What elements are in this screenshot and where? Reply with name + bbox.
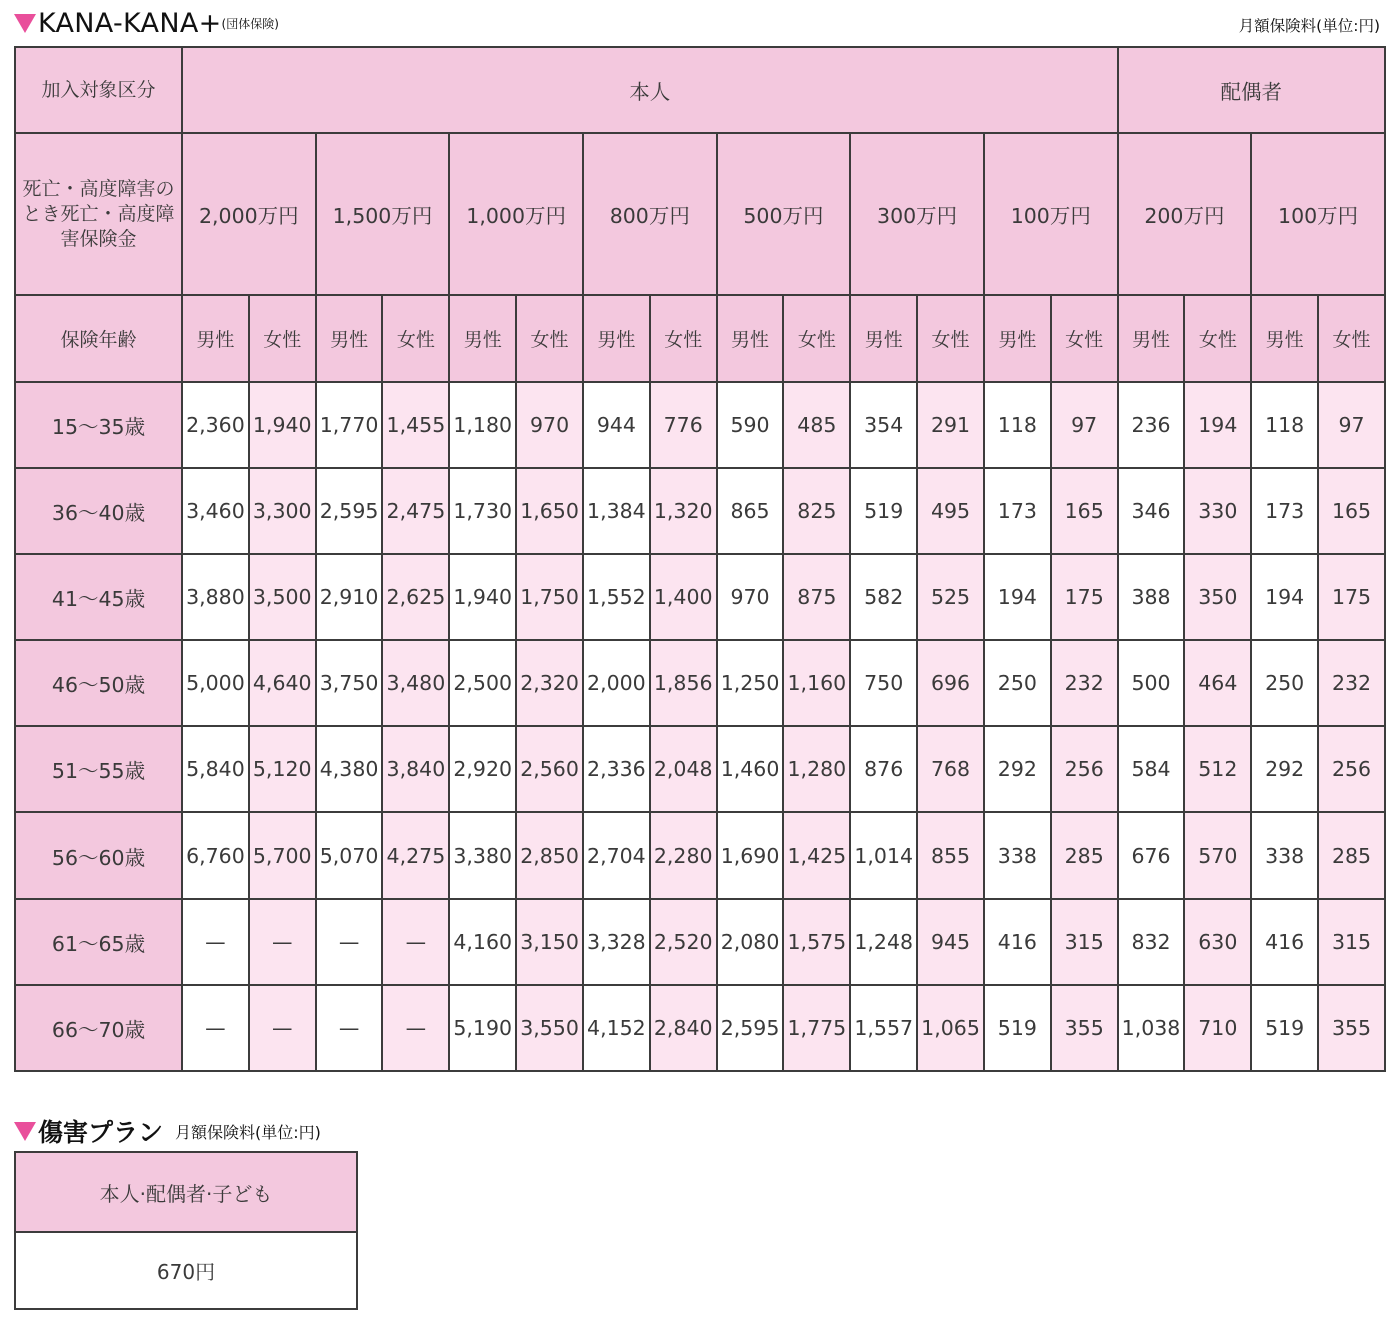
gender-female-header: 女性 bbox=[249, 295, 316, 381]
premium-cell: 3,328 bbox=[583, 899, 650, 985]
premium-cell: 1,575 bbox=[783, 899, 850, 985]
plan-subtitle: (団体保険) bbox=[221, 17, 279, 31]
premium-cell: — bbox=[382, 985, 449, 1071]
premium-cell: 1,250 bbox=[717, 640, 784, 726]
premium-cell: 2,280 bbox=[650, 812, 717, 898]
premium-cell: 165 bbox=[1051, 468, 1118, 554]
premium-cell: 3,840 bbox=[382, 726, 449, 812]
premium-cell: 2,625 bbox=[382, 554, 449, 640]
gender-female-header: 女性 bbox=[516, 295, 583, 381]
premium-cell: 338 bbox=[984, 812, 1051, 898]
premium-cell: 5,120 bbox=[249, 726, 316, 812]
premium-cell: 1,038 bbox=[1118, 985, 1185, 1071]
premium-cell: 97 bbox=[1051, 382, 1118, 468]
premium-cell: 1,384 bbox=[583, 468, 650, 554]
premium-cell: 970 bbox=[516, 382, 583, 468]
premium-cell: 350 bbox=[1184, 554, 1251, 640]
premium-cell: 1,248 bbox=[850, 899, 917, 985]
premium-cell: 1,160 bbox=[783, 640, 850, 726]
premium-cell: 1,552 bbox=[583, 554, 650, 640]
premium-cell: 2,000 bbox=[583, 640, 650, 726]
premium-cell: 118 bbox=[984, 382, 1051, 468]
age-cell: 15〜35歳 bbox=[15, 382, 182, 468]
gender-male-header: 男性 bbox=[449, 295, 516, 381]
group-spouse: 配偶者 bbox=[1118, 47, 1385, 133]
premium-cell: 500 bbox=[1118, 640, 1185, 726]
premium-cell: 1,014 bbox=[850, 812, 917, 898]
premium-cell: 1,065 bbox=[917, 985, 984, 1071]
premium-cell: 194 bbox=[1184, 382, 1251, 468]
premium-cell: 330 bbox=[1184, 468, 1251, 554]
premium-cell: 1,750 bbox=[516, 554, 583, 640]
gender-row bbox=[15, 295, 1385, 381]
premium-cell: 525 bbox=[917, 554, 984, 640]
gender-male-header: 男性 bbox=[984, 295, 1051, 381]
premium-cell: — bbox=[249, 899, 316, 985]
amount-header: 500万円 bbox=[717, 133, 851, 295]
age-cell: 36〜40歳 bbox=[15, 468, 182, 554]
premium-cell: — bbox=[382, 899, 449, 985]
premium-cell: 6,760 bbox=[182, 812, 249, 898]
kana-kana-title bbox=[14, 8, 279, 38]
premium-cell: 315 bbox=[1318, 899, 1385, 985]
premium-cell: 97 bbox=[1318, 382, 1385, 468]
premium-cell: 194 bbox=[1251, 554, 1318, 640]
premium-cell: — bbox=[182, 899, 249, 985]
premium-cell: 3,150 bbox=[516, 899, 583, 985]
premium-cell: 4,380 bbox=[316, 726, 383, 812]
amount-header: 100万円 bbox=[1251, 133, 1385, 295]
amount-header: 1,000万円 bbox=[449, 133, 583, 295]
coverage-row bbox=[15, 133, 1385, 295]
premium-cell: 750 bbox=[850, 640, 917, 726]
premium-cell: 1,280 bbox=[783, 726, 850, 812]
premium-cell: 519 bbox=[984, 985, 1051, 1071]
premium-cell: 285 bbox=[1051, 812, 1118, 898]
age-cell: 51〜55歳 bbox=[15, 726, 182, 812]
premium-cell: 173 bbox=[1251, 468, 1318, 554]
premium-cell: 416 bbox=[1251, 899, 1318, 985]
gender-male-header: 男性 bbox=[316, 295, 383, 381]
age-label: 保険年齢 bbox=[15, 295, 182, 381]
premium-cell: 2,920 bbox=[449, 726, 516, 812]
premium-cell: 292 bbox=[1251, 726, 1318, 812]
gender-male-header: 男性 bbox=[850, 295, 917, 381]
age-cell: 61〜65歳 bbox=[15, 899, 182, 985]
table-row bbox=[15, 726, 1385, 812]
injury-table bbox=[14, 1151, 358, 1310]
premium-cell: 1,400 bbox=[650, 554, 717, 640]
triangle-marker-icon bbox=[14, 1122, 36, 1141]
premium-cell: 2,360 bbox=[182, 382, 249, 468]
premium-cell: — bbox=[182, 985, 249, 1071]
premium-cell: 519 bbox=[850, 468, 917, 554]
premium-cell: 485 bbox=[783, 382, 850, 468]
premium-cell: 768 bbox=[917, 726, 984, 812]
gender-male-header: 男性 bbox=[583, 295, 650, 381]
premium-cell: 584 bbox=[1118, 726, 1185, 812]
amount-header: 300万円 bbox=[850, 133, 984, 295]
gender-female-header: 女性 bbox=[917, 295, 984, 381]
premium-cell: 175 bbox=[1051, 554, 1118, 640]
table-row bbox=[15, 554, 1385, 640]
age-cell: 41〜45歳 bbox=[15, 554, 182, 640]
premium-cell: 250 bbox=[1251, 640, 1318, 726]
premium-cell: 4,275 bbox=[382, 812, 449, 898]
table-row bbox=[15, 985, 1385, 1071]
premium-cell: 1,650 bbox=[516, 468, 583, 554]
premium-cell: 118 bbox=[1251, 382, 1318, 468]
premium-cell: 416 bbox=[984, 899, 1051, 985]
premium-cell: 2,595 bbox=[316, 468, 383, 554]
premium-cell: 354 bbox=[850, 382, 917, 468]
premium-cell: 2,320 bbox=[516, 640, 583, 726]
category-label: 加入対象区分 bbox=[15, 47, 182, 133]
premium-cell: 1,775 bbox=[783, 985, 850, 1071]
premium-cell: 582 bbox=[850, 554, 917, 640]
premium-cell: 5,840 bbox=[182, 726, 249, 812]
injury-title: 傷害プラン bbox=[38, 1118, 164, 1147]
gender-male-header: 男性 bbox=[1118, 295, 1185, 381]
gender-female-header: 女性 bbox=[783, 295, 850, 381]
plan-title: KANA-KANA+ bbox=[38, 8, 222, 39]
premium-cell: 2,336 bbox=[583, 726, 650, 812]
premium-cell: 5,000 bbox=[182, 640, 249, 726]
table-row bbox=[15, 899, 1385, 985]
premium-cell: 3,380 bbox=[449, 812, 516, 898]
premium-cell: 776 bbox=[650, 382, 717, 468]
table-row bbox=[15, 812, 1385, 898]
premium-cell: — bbox=[249, 985, 316, 1071]
premium-cell: 944 bbox=[583, 382, 650, 468]
premium-cell: 1,770 bbox=[316, 382, 383, 468]
gender-female-header: 女性 bbox=[1318, 295, 1385, 381]
premium-cell: 315 bbox=[1051, 899, 1118, 985]
premium-cell: 355 bbox=[1318, 985, 1385, 1071]
premium-cell: 1,940 bbox=[249, 382, 316, 468]
gender-male-header: 男性 bbox=[717, 295, 784, 381]
premium-cell: 832 bbox=[1118, 899, 1185, 985]
premium-cell: — bbox=[316, 985, 383, 1071]
table-row bbox=[15, 468, 1385, 554]
premium-cell: 256 bbox=[1318, 726, 1385, 812]
gender-female-header: 女性 bbox=[382, 295, 449, 381]
gender-male-header: 男性 bbox=[1251, 295, 1318, 381]
injury-header: 本人·配偶者·子ども bbox=[15, 1152, 357, 1232]
triangle-marker-icon bbox=[14, 14, 36, 33]
premium-cell: 512 bbox=[1184, 726, 1251, 812]
premium-cell: 865 bbox=[717, 468, 784, 554]
amount-header: 200万円 bbox=[1118, 133, 1252, 295]
premium-cell: 855 bbox=[917, 812, 984, 898]
amount-header: 2,000万円 bbox=[182, 133, 316, 295]
group-self: 本人 bbox=[182, 47, 1118, 133]
injury-value: 670円 bbox=[15, 1232, 357, 1309]
premium-cell: 1,557 bbox=[850, 985, 917, 1071]
premium-cell: 355 bbox=[1051, 985, 1118, 1071]
premium-cell: 5,190 bbox=[449, 985, 516, 1071]
premium-cell: 3,880 bbox=[182, 554, 249, 640]
premium-cell: 2,500 bbox=[449, 640, 516, 726]
table-row bbox=[15, 640, 1385, 726]
premium-cell: 291 bbox=[917, 382, 984, 468]
premium-cell: 346 bbox=[1118, 468, 1185, 554]
premium-cell: 1,730 bbox=[449, 468, 516, 554]
premium-cell: 2,704 bbox=[583, 812, 650, 898]
premium-cell: 590 bbox=[717, 382, 784, 468]
premium-cell: 3,750 bbox=[316, 640, 383, 726]
premium-cell: 292 bbox=[984, 726, 1051, 812]
premium-cell: 173 bbox=[984, 468, 1051, 554]
premium-cell: 1,320 bbox=[650, 468, 717, 554]
premium-cell: 2,048 bbox=[650, 726, 717, 812]
premium-cell: 2,595 bbox=[717, 985, 784, 1071]
premium-cell: 2,560 bbox=[516, 726, 583, 812]
premium-cell: 2,520 bbox=[650, 899, 717, 985]
premium-cell: 2,080 bbox=[717, 899, 784, 985]
premium-cell: 3,300 bbox=[249, 468, 316, 554]
premium-cell: 1,180 bbox=[449, 382, 516, 468]
premium-cell: 519 bbox=[1251, 985, 1318, 1071]
premium-cell: 3,460 bbox=[182, 468, 249, 554]
premium-cell: 1,690 bbox=[717, 812, 784, 898]
premium-cell: 2,850 bbox=[516, 812, 583, 898]
premium-cell: 2,840 bbox=[650, 985, 717, 1071]
premium-cell: 676 bbox=[1118, 812, 1185, 898]
premium-cell: 945 bbox=[917, 899, 984, 985]
category-row bbox=[15, 47, 1385, 133]
premium-cell: 236 bbox=[1118, 382, 1185, 468]
premium-cell: 4,160 bbox=[449, 899, 516, 985]
premium-cell: 165 bbox=[1318, 468, 1385, 554]
premium-cell: 256 bbox=[1051, 726, 1118, 812]
premium-body bbox=[15, 382, 1385, 1071]
premium-cell: 3,500 bbox=[249, 554, 316, 640]
premium-cell: 1,940 bbox=[449, 554, 516, 640]
premium-cell: — bbox=[316, 899, 383, 985]
premium-cell: 285 bbox=[1318, 812, 1385, 898]
premium-cell: 232 bbox=[1051, 640, 1118, 726]
premium-cell: 464 bbox=[1184, 640, 1251, 726]
age-cell: 46〜50歳 bbox=[15, 640, 182, 726]
premium-cell: 2,475 bbox=[382, 468, 449, 554]
age-cell: 56〜60歳 bbox=[15, 812, 182, 898]
premium-cell: 825 bbox=[783, 468, 850, 554]
premium-cell: 570 bbox=[1184, 812, 1251, 898]
unit-note: 月額保険料(単位:円) bbox=[1238, 17, 1380, 35]
amount-header: 800万円 bbox=[583, 133, 717, 295]
premium-cell: 875 bbox=[783, 554, 850, 640]
premium-cell: 250 bbox=[984, 640, 1051, 726]
gender-male-header: 男性 bbox=[182, 295, 249, 381]
injury-unit-note: 月額保険料(単位:円) bbox=[175, 1122, 321, 1142]
coverage-label: 死亡・高度障害のとき死亡・高度障害保険金 bbox=[15, 133, 182, 295]
premium-cell: 630 bbox=[1184, 899, 1251, 985]
premium-cell: 2,910 bbox=[316, 554, 383, 640]
premium-cell: 5,070 bbox=[316, 812, 383, 898]
premium-cell: 3,480 bbox=[382, 640, 449, 726]
gender-female-header: 女性 bbox=[1051, 295, 1118, 381]
premium-cell: 338 bbox=[1251, 812, 1318, 898]
premium-cell: 970 bbox=[717, 554, 784, 640]
gender-female-header: 女性 bbox=[650, 295, 717, 381]
injury-plan-title bbox=[14, 1113, 321, 1149]
premium-cell: 175 bbox=[1318, 554, 1385, 640]
premium-cell: 4,640 bbox=[249, 640, 316, 726]
premium-cell: 1,856 bbox=[650, 640, 717, 726]
premium-cell: 876 bbox=[850, 726, 917, 812]
premium-cell: 1,425 bbox=[783, 812, 850, 898]
premium-cell: 3,550 bbox=[516, 985, 583, 1071]
gender-female-header: 女性 bbox=[1184, 295, 1251, 381]
premium-cell: 495 bbox=[917, 468, 984, 554]
table-row bbox=[15, 382, 1385, 468]
premium-cell: 194 bbox=[984, 554, 1051, 640]
premium-table bbox=[14, 46, 1386, 1072]
premium-cell: 1,455 bbox=[382, 382, 449, 468]
premium-cell: 232 bbox=[1318, 640, 1385, 726]
premium-cell: 388 bbox=[1118, 554, 1185, 640]
premium-cell: 4,152 bbox=[583, 985, 650, 1071]
premium-cell: 5,700 bbox=[249, 812, 316, 898]
age-cell: 66〜70歳 bbox=[15, 985, 182, 1071]
amount-header: 1,500万円 bbox=[316, 133, 450, 295]
premium-cell: 1,460 bbox=[717, 726, 784, 812]
premium-cell: 710 bbox=[1184, 985, 1251, 1071]
premium-cell: 696 bbox=[917, 640, 984, 726]
amount-header: 100万円 bbox=[984, 133, 1118, 295]
